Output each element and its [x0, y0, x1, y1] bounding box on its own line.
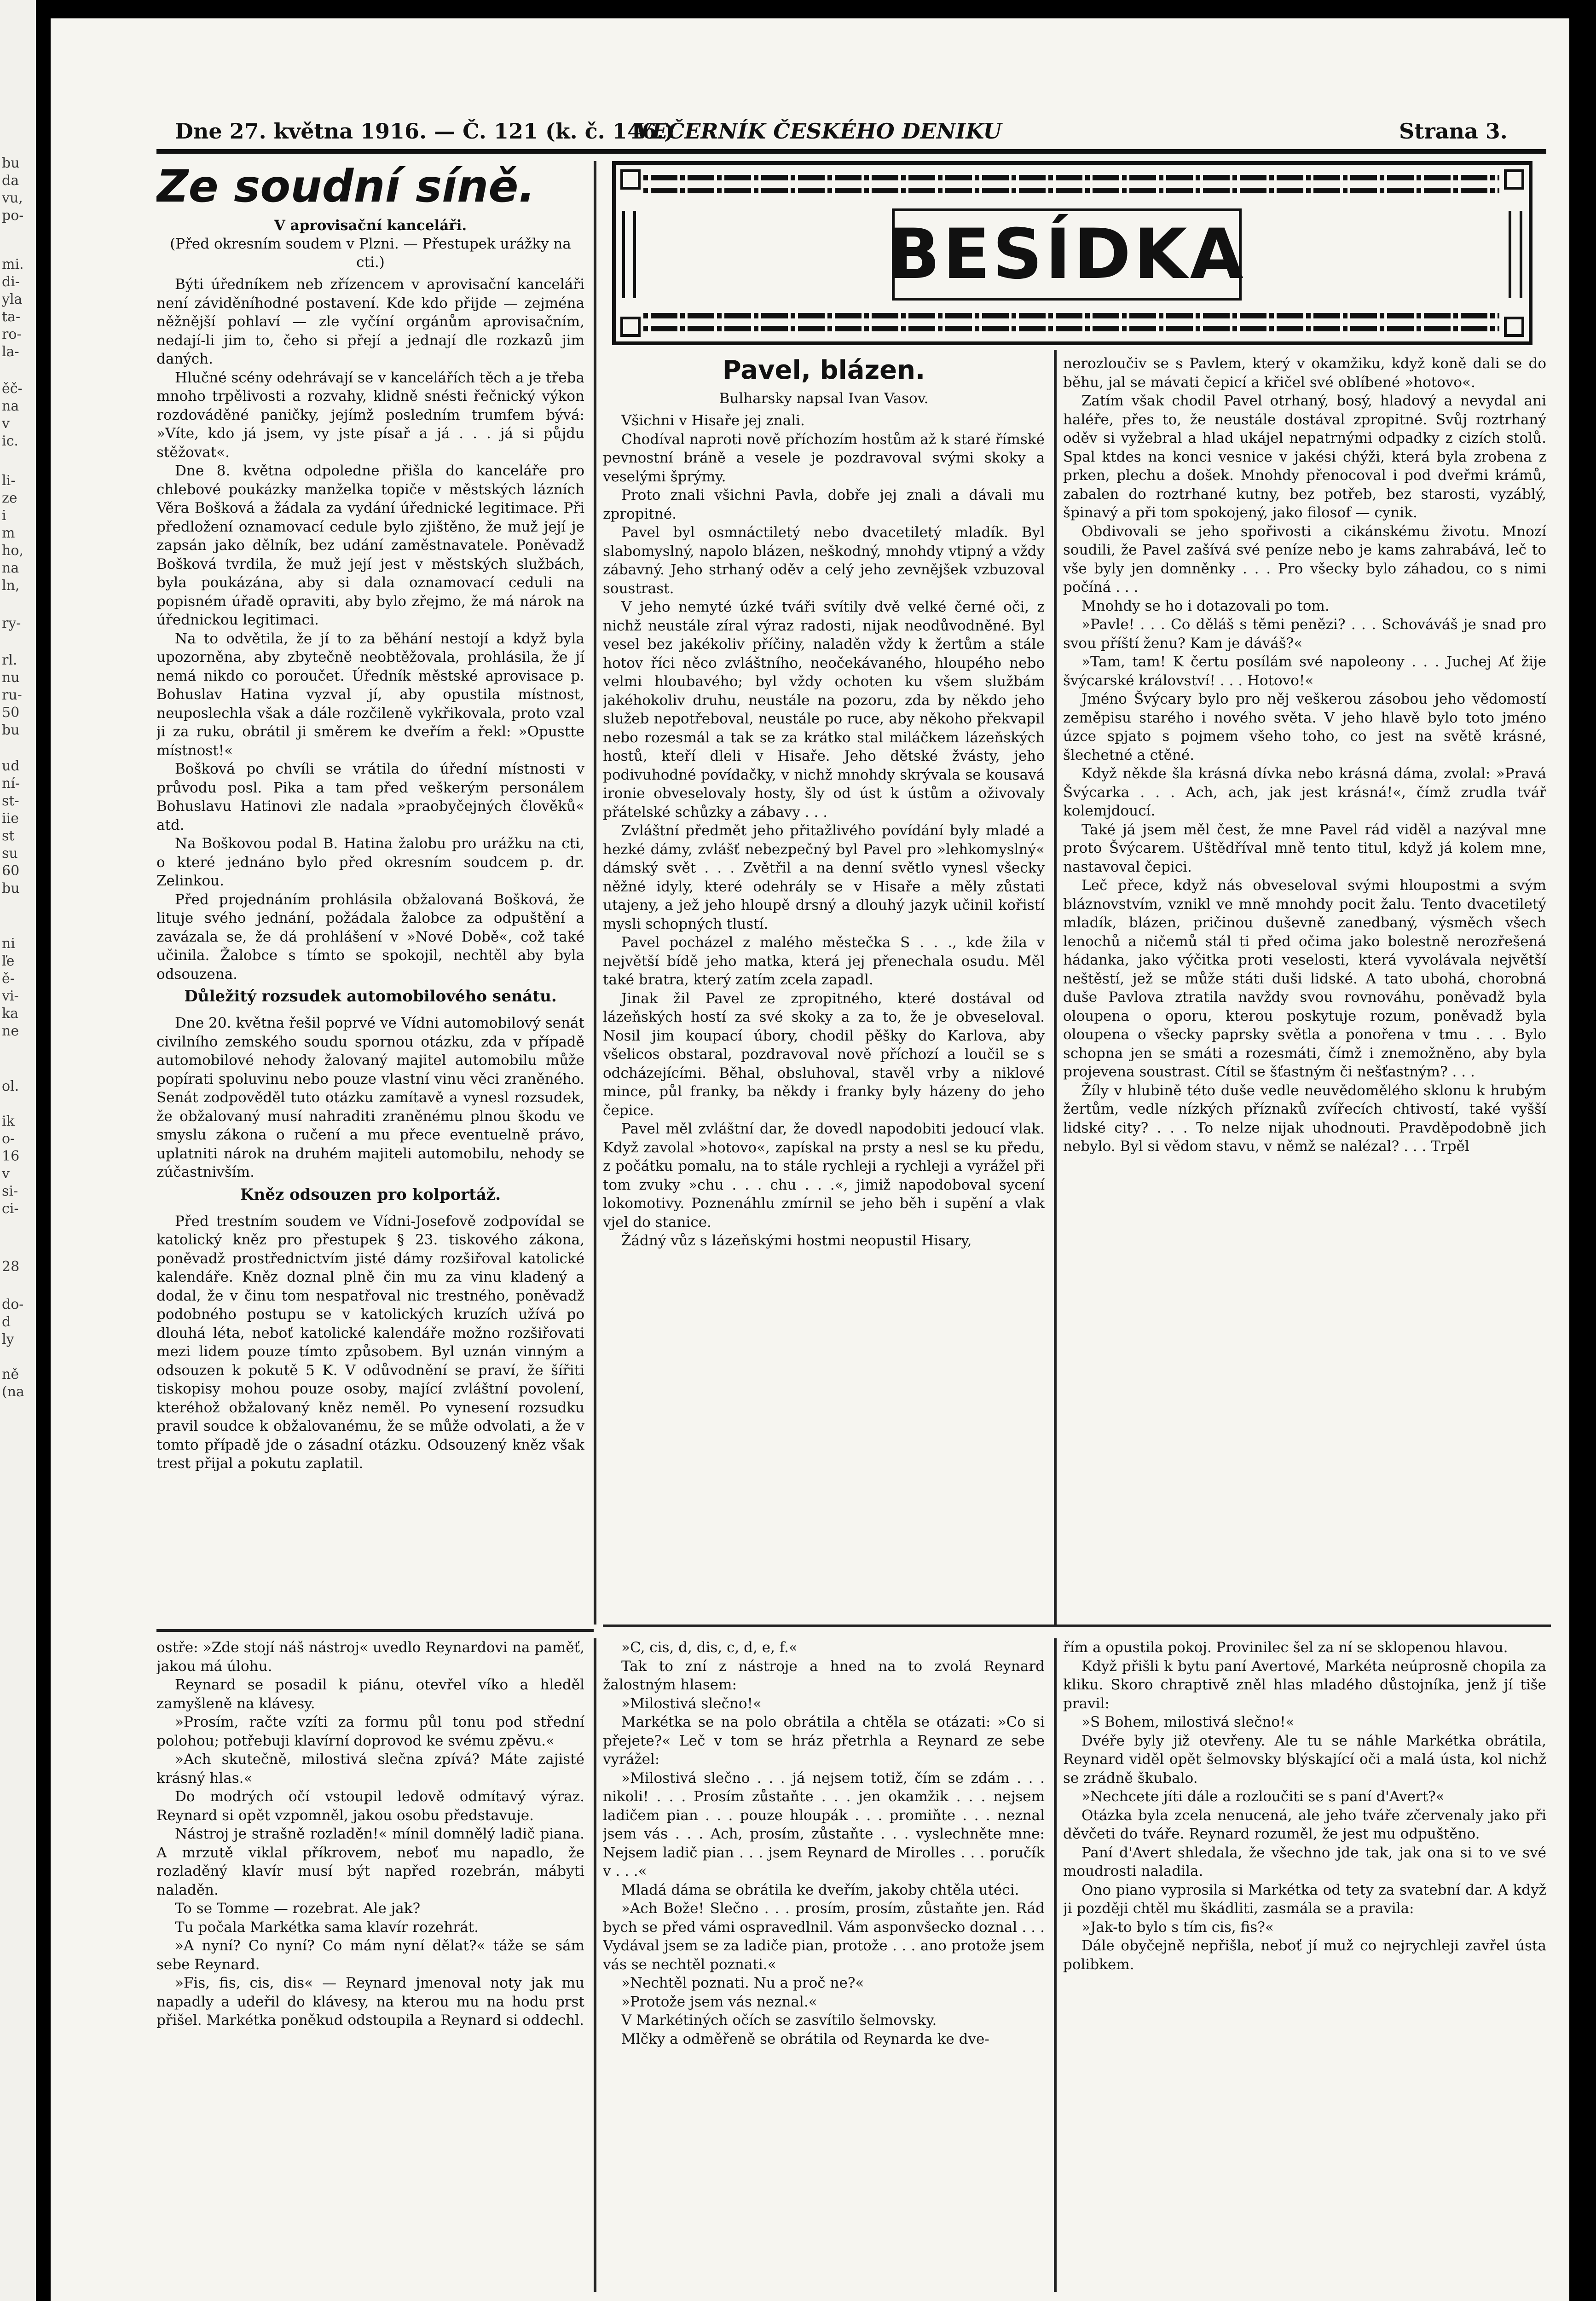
story-end-rule [603, 1625, 1551, 1627]
court-end-rule [156, 1629, 594, 1632]
paragraph: Všichni v Hisaře jej znali. [621, 412, 805, 429]
paragraph: Chodíval naproti nově příchozím hostům až k staré římské pevnostní bráně a vesele je pozdravoval svými skoky a veselými šprýmy. [603, 431, 1045, 485]
paragraph: Pavel pocházel z malého městečka S . . ., kde žila v největší bídě jeho matka, která jej přenechala osudu. Měl také bratra, který zatím zcela zapadl. [603, 934, 1045, 988]
story-title: Pavel, blázen. [722, 355, 925, 385]
paragraph: »Jak-to bylo s tím cis, fis?« [1081, 1919, 1274, 1936]
paragraph: Žíly v hlubině této duše vedle neuvědomělého sklonu k hrubým žertům, vedle nízkých příznaků zvířecích chtivostí, také vyšší lidské city? . . . To nelze nijak uhodnouti. Pravděpodobně jich nebylo. Byl si vědom stavu, v němž se nalézal? . . . Trpěl [1063, 1082, 1546, 1155]
paragraph: »C, cis, d, dis, c, d, e, f.« [621, 1639, 798, 1656]
edge-fragment: si- [2, 1183, 18, 1199]
edge-fragment: ho, [2, 543, 23, 559]
edge-fragment: ni [2, 936, 15, 952]
paragraph: Dne 20. května řešil poprvé ve Vídni automobilový senát civilního zemského soudu spornou otázku, zda v případě automobilové nehody žalovaný majitel automobilu může popírati spoluvinu nebo pouze vlastní vinu věci zraněného. Senát zodpověděl tuto otázku zamítavě a vynesl rozsudek, že obžalovaný musí nahraditi zraněnému plnou škodu ve smyslu zákona o ručení a mu přece eventuelně právo, uplatniti nárok na druhém majiteli automobilu, nehody se zúčastnivším. [156, 1015, 584, 1180]
edge-fragment: bu [2, 155, 20, 171]
edge-fragment: v [2, 416, 10, 432]
paragraph: řím a opustila pokoj. Provinilec šel za ní se sklopenou hlavou. [1063, 1639, 1508, 1656]
paragraph: Markétka se na polo obrátila a chtěla se otázati: »Co si přejete?« Leč v tom se hráz přetrhla a Reynard ze sebe vyrážel: [603, 1714, 1045, 1768]
paragraph: Paní d'Avert shledala, že všechno jde tak, jak ona si to ve své moudrosti naladila. [1063, 1844, 1546, 1879]
paragraph: Když někde šla krásná dívka nebo krásná dáma, zvolal: »Pravá Švýcarka . . . Ach, ach, jak jest krásná!«, čímž zrudla tvář kolemjdoucí. [1063, 765, 1546, 819]
edge-fragment: do- [2, 1296, 24, 1312]
paragraph: Nástroj je strašně rozladěn!« mínil domnělý ladič piana. A mrzutě viklal příkrovem, neboť mu napadlo, že rozladěný klavír musí být napřed rozebrán, mábyti naladěn. [156, 1826, 584, 1898]
article-title: V aprovisační kanceláři. [274, 217, 467, 234]
paragraph: Mnohdy se ho i dotazovali po tom. [1081, 597, 1330, 614]
edge-fragment: vi- [2, 988, 19, 1004]
corner-ornament [1504, 169, 1524, 190]
paragraph: V jeho nemyté úzké tváři svítily dvě velké černé oči, z nichž neustále zíral výraz radosti, nijak neodůvodněné. Byl vesel bez jakékoliv příčiny, naladěn vždy k žertům a stále hotov říci něco zvláštního, neočekávaného, hloupého nebo velmi hloubavého; byl vždy ochoten ku všem službám jakéhokoliv druhu, neustále na pozoru, zda by někdo jeho služeb nepotřeboval, neustále po ruce, aby někoho překvapil nebo rozesmál a tak se za krátko stal miláčkem lázeňských hostů, kteří dleli v Hisaře. Jeho dětské žvásty, jeho podivuhodné povídačky, v nichž mnohdy skrývala se kousavá ironie obveselovaly hosty, šly od úst k ústům a oživovaly přátelské schůzky a zábavy . . . [603, 599, 1045, 821]
paragraph: Tu počala Markétka sama klavír rozehrát. [175, 1919, 479, 1936]
paragraph: »Pavle! . . . Co děláš s těmi penězi? . . . Schováváš je snad pro svou příští ženu? Kam je dáváš?« [1063, 616, 1546, 652]
story-column-continued [1063, 354, 1546, 1620]
edge-fragment: ci- [2, 1201, 19, 1217]
paragraph: »Ach Bože! Slečno . . . prosím, prosím, zůstaňte jen. Rád bych se před vámi ospravedlnil. Vám asponvšecko doznal . . . Vydával jsem se za ladiče pian, protože . . . ano protože jsem vás se nechtěl poznati.« [603, 1900, 1045, 1973]
edge-fragment: ně [2, 1366, 19, 1382]
paragraph: Pavel měl zvláštní dar, že dovedl napodobiti jedoucí vlak. Když zavolal »hotovo«, zapískal na prsty a nesl se ku předu, z počátku pomalu, na to stále rychleji a rychleji a vyrážel při tom zvuky »chu . . . chu . . .«, jimiž napodoboval sycení lokomotivy. Poznenáhlu zmírnil se jeho běh i supění a vlak vjel do stanice. [603, 1121, 1045, 1231]
paragraph: »Protože jsem vás neznal.« [621, 1993, 817, 2010]
paragraph: »A nyní? Co nyní? Co mám nyní dělat?« táže se sám sebe Reynard. [156, 1937, 584, 1973]
paragraph: »Tam, tam! K čertu posílám své napoleony . . . Juchej Ať žije švýcarské království! . . . Hotovo!« [1063, 653, 1546, 689]
story-author: Bulharsky napsal Ivan Vasov. [719, 390, 929, 407]
banner-ornament [643, 175, 1499, 193]
column-rule [1054, 350, 1057, 1625]
column-rule [1054, 1638, 1057, 2292]
edge-fragment: v [2, 1166, 10, 1182]
edge-fragment: 28 [2, 1259, 20, 1275]
edge-fragment: na [2, 560, 19, 576]
paragraph: Před projednáním prohlásila obžalovaná Bošková, že lituje svého jednání, požádala žalobce za odpuštění a zavázala se, že dá prohlášení v »Nové Době«, což také učinila. Žalobce s tímto se spokojil, nechtěl aby byla odsouzena. [156, 891, 584, 983]
paragraph: nerozloučiv se s Pavlem, který v okamžiku, když koně dali se do běhu, jal se mávati čepicí a křičel své oblíbené »hotovo«. [1063, 355, 1546, 391]
paragraph: Obdivovali se jeho spořivosti a cikánskému životu. Mnozí soudili, že Pavel zašívá své peníze nebo je kams zahrabává, leč to vše byly jen domněnky . . . Pro všecky bylo záhadou, co s nimi počíná . . . [1063, 523, 1546, 595]
paragraph: Pavel byl osmnáctiletý nebo dvacetiletý mladík. Byl slabomyslný, napolo blázen, neškodný, mnohdy vtipný a vždy zábavný. Jeho strhaný oděv a celý jeho zevnějšek vzbuzoval soustrast. [603, 524, 1045, 597]
banner-side-ornament [1509, 211, 1522, 298]
paragraph: Tak to zní z nástroje a hned na to zvolá Reynard žalostným hlasem: [603, 1658, 1045, 1693]
edge-fragment: 16 [2, 1148, 20, 1164]
paragraph: Hlučné scény odehrávají se v kancelářích těch a je třeba mnoho trpělivosti a rozvahy, klidně snésti řečnický výkon rozdováděné paničky, jejímž posledním trumfem bývá: »Víte, kdo já jsem, vy jste písař a já . . . já si půjdu stěžovat«. [156, 369, 584, 461]
paragraph: »Milostivá slečno . . . já nejsem totiž, čím se zdám . . . nikoli! . . . Prosím zůstaňte . . . jen okamžik . . . nejsem ladičem pian . . . pouze hloupák . . . promiňte . . . neznal jsem vás . . . Ach, prosím, zůstaňte . . . vyslechněte mne: Nejsem ladič pian . . . jsem Reynard de Mirolles . . . poručík v . . .« [603, 1769, 1045, 1879]
paragraph: Před trestním soudem ve Vídni-Josefově zodpovídal se katolický kněz pro přestupek § 23. tiskového zákona, poněvadž prostřednictvím jisté dámy rozšiřoval katolické kalendáře. Kněz doznal plně čin mu za vinu kladený a dodal, že v činu tom nespatřoval nic trestného, poněvadž podobného postupu se v katolických kruzích užívá po dlouhá léta, neboť katolické kalendáře možno rozšiřovati mezi lidem pouze tímto způsobem. Byl uznán vinným a odsouzen k pokutě 5 K. V odůvodnění se praví, že šířiti tiskopisy mohou pouze osoby, mající zvláštní povolení, kteréhož obžalovaný kněz neměl. Po vynesení rozsudku pravil soudce k obžalovanému, že se může odvolati, a že v tomto případě jde o zásadní otázku. Odsouzený kněz však trest přijal a pokutu zaplatil. [156, 1213, 584, 1472]
paragraph: Také já jsem měl čest, že mne Pavel rád viděl a nazýval mne proto Švýcarem. Uštědříval mně tento titul, když já kolem mne, nastavoval čepici. [1063, 821, 1546, 875]
paragraph: Žádný vůz s lázeňskými hostmi neopustil Hisary, [621, 1232, 972, 1249]
paragraph: To se Tomme — rozebrat. Ale jak? [175, 1900, 421, 1917]
paragraph: Proto znali všichni Pavla, dobře jej znali a dávali mu zpropitné. [603, 487, 1045, 522]
edge-fragment: da [2, 173, 19, 189]
edge-fragment: ze [2, 490, 17, 506]
edge-fragment: ní- [2, 775, 20, 792]
edge-fragment: su [2, 845, 18, 861]
edge-fragment: ěč- [2, 381, 23, 397]
newspaper-page [51, 18, 1569, 2301]
edge-fragment: ic. [2, 433, 18, 449]
paragraph: Zvláštní předmět jeho přitažlivého povídání byly mladé a hezké dámy, zvlášť nebezpečný byl Pavel pro »lehkomyslný« dámský svět . . . Zvětřil a na denní světlo vynesl všecky něžné idyly, které odehrály se v Hisaře a měly zůstati utajeny, a jež jeho hloupě drsný a dlouhý jazyk učinil kořistí mysli schopných tlustí. [603, 822, 1045, 932]
column-rule [594, 161, 596, 1625]
paragraph: »Nechtěl poznati. Nu a proč ne?« [621, 1975, 864, 1991]
edge-fragment: 60 [2, 863, 20, 879]
edge-fragment: nu [2, 670, 20, 686]
adjacent-page-edge [0, 0, 36, 2301]
paragraph: Býti úředníkem neb zřízencem v aprovisační kanceláři není záviděníhodné postavení. Kde kdo přijde — zejména něžnější pohlaví — zle vyčíní orgánům aprovisačním, nedají-li jim to, čeho si přejí a jednají dle rozkazů jim daných. [156, 276, 584, 367]
edge-fragment: ľe [2, 953, 15, 969]
paragraph: Mladá dáma se obrátila ke dveřím, jakoby chtěla utéci. [621, 1881, 1019, 1898]
paragraph: »Prosím, račte vzíti za formu půl tonu pod střední polohou; potřebuji klavírní doprovod ke svému zpěvu.« [156, 1714, 584, 1749]
banner-ornament [643, 313, 1499, 331]
corner-ornament [1504, 317, 1524, 337]
edge-fragment: ka [2, 1006, 19, 1022]
edge-fragment: i [2, 508, 6, 524]
edge-fragment: st [2, 828, 15, 844]
edge-fragment: (na [2, 1384, 24, 1400]
edge-fragment: iie [2, 810, 19, 827]
article-title: Důležitý rozsudek automobilového senátu. [184, 987, 557, 1006]
corner-ornament [620, 317, 641, 337]
edge-fragment: ol. [2, 1078, 19, 1094]
paragraph: ostře: »Zde stojí náš nástroj« uvedlo Reynardovi na paměť, jakou má úlohu. [156, 1639, 584, 1675]
paragraph: Dále obyčejně nepřišla, neboť jí muž co nejrychleji zavřel ústa polibkem. [1063, 1937, 1546, 1973]
edge-fragment: ry- [2, 615, 21, 631]
banner-side-ornament [622, 211, 636, 298]
paragraph: »Nechcete jíti dále a rozloučiti se s paní d'Avert?« [1081, 1788, 1445, 1805]
paragraph: Otázka byla zcela nenucená, ale jeho tváře zčervenaly jako při děvčeti do tváře. Reynard rozuměl, že jest mu odpuštěno. [1063, 1807, 1546, 1842]
feuilleton-column-1 [156, 1638, 584, 2292]
edge-fragment: ly [2, 1331, 14, 1347]
court-section-title: Ze soudní síně. [156, 161, 535, 212]
paragraph: Na Boškovou podal B. Hatina žalobu pro urážku na cti, o které jednáno bylo před okresním soudcem p. dr. Zelinkou. [156, 835, 584, 889]
edge-fragment: bu [2, 722, 20, 738]
edge-fragment: ru- [2, 687, 22, 703]
feuilleton-column-3 [1063, 1638, 1546, 2292]
paragraph: Bošková po chvíli se vrátila do úřední místnosti v průvodu posl. Pika a tam před veškerým personálem Bohuslavu Hatinovi zle nadala »praobyčejných člověků« atd. [156, 761, 584, 833]
corner-ornament [620, 169, 641, 190]
paragraph: Dvéře byly již otevřeny. Ale tu se náhle Markétka obrátila, Reynard viděl opět šelmovsky blýskající oči a malá ústa, kol nichž se zrádně škubalo. [1063, 1732, 1546, 1786]
edge-fragment: rl. [2, 652, 17, 668]
edge-fragment: li- [2, 473, 16, 489]
edge-fragment: m [2, 525, 15, 541]
masthead: VEČERNÍK ČESKÉHO DENIKU [635, 119, 1002, 144]
paragraph: Když přišli k bytu paní Avertové, Markéta neúprosně chopila za kliku. Skoro chraptivě zněl hlas mladého důstojníka, jenž jí tiše pravil: [1063, 1658, 1546, 1712]
paragraph: Jinak žil Pavel ze zpropitného, které dostával od lázeňských hostí za své skoky a za to, že je obveseloval. Nosil jim koupací úbory, chodil pěšky do Karlova, aby všelicos obstaral, pozdravoval nově příchozí a loučil se s odcházejícími. Běhal, obsluhoval, stavěl vrby a niklové mince, půl franky, ba někdy i franky byly házeny do jeho čepice. [603, 990, 1045, 1119]
edge-fragment: ro- [2, 326, 22, 342]
edge-fragment: mi. [2, 256, 24, 272]
paragraph: Ono piano vyprosila si Markétka od tety za svatební dar. A když ji později chtěl mu škádliti, zasmála se a pravila: [1063, 1881, 1546, 1917]
edge-fragment: na [2, 398, 19, 414]
edge-fragment: d [2, 1314, 11, 1330]
paragraph: Dne 8. května odpoledne přišla do kanceláře pro chlebové poukázky manželka topiče v městských lázních Věra Bošková a žádala za vydání úřednické legitimace. Při předložení oznamovací cedule bylo zjištěno, že muž její je zapsán jako dělník, bez udání zaměstnavatele. Poněvadž Bošková tvrdila, že muž její jest v městských službách, byla poukázána, aby si dala oznamovací ceduli na popisném úřadě opraviti, aby bylo zřejmo, že má nárok na úřednickou legitimaci. [156, 463, 584, 628]
edge-fragment: ě- [2, 971, 15, 987]
article-title: Kněz odsouzen pro kolportáž. [240, 1185, 501, 1204]
edge-fragment: st- [2, 793, 19, 809]
edge-fragment: ta- [2, 309, 21, 325]
edge-fragment: ne [2, 1023, 19, 1039]
column-rule [594, 1638, 596, 2292]
paragraph: Jméno Švýcary bylo pro něj veškerou zásobou jeho vědomostí zeměpisu starého i nového světa. V jeho hlavě bylo toto jméno úzce spjato s pojmem všeho toho, co jest na světě krásné, šlechetné a ctěné. [1063, 691, 1546, 763]
section-title: BESÍDKA [892, 208, 1242, 301]
paragraph: Reynard se posadil k piánu, otevřel víko a hleděl zamyšleně na klávesy. [156, 1677, 584, 1712]
paragraph: »S Bohem, milostivá slečno!« [1081, 1714, 1295, 1730]
paragraph: Na to odvětila, že jí to za běhání nestojí a když byla upozorněna, aby zbytečně neobtěžovala, prohlásila, že jí nemá nikdo co poroučet. Úředník městské aprovisace p. Bohuslav Hatina vyzval jí, aby opustila místnost, neuposlechla však a dále rozčileně vykřikovala, proto vzal ji za ruku, obrátil ji směrem ke dveřím a řekl: »Opustte místnost!« [156, 630, 584, 759]
edge-fragment: yla [2, 291, 23, 307]
paragraph: Mlčky a odměřeně se obrátila od Reynarda ke dve- [621, 2030, 989, 2047]
feuilleton-column-2 [603, 1638, 1045, 2292]
edge-fragment: la- [2, 344, 19, 360]
edge-fragment: bu [2, 880, 20, 896]
edge-fragment: ik [2, 1113, 15, 1129]
paragraph: Zatím však chodil Pavel otrhaný, bosý, hladový a nevydal ani haléře, přes to, že neustále dostával zpropitné. Svůj roztrhaný oděv si vyžebral a hlad ukájel nepatrnými odpadky z cizích stolů. Spal ktdes na konci vesnice v jakési chýži, která byla zrobena z prken, plechu a došek. Mnohdy přenocoval i pod dveřmi krámů, zabalen do roztrhané kutny, bez potřeb, bez starosti, vyzáblý, špinavý a při tom spokojený, jako filosof — cynik. [1063, 393, 1546, 521]
edge-fragment: po- [2, 208, 24, 224]
edge-fragment: o- [2, 1131, 15, 1147]
page-header [51, 18, 1569, 166]
edge-fragment: ln, [2, 578, 20, 594]
paragraph: Do modrých očí vstoupil ledově odmítavý výraz. Reynard si opět vzpomněl, jakou osobu představuje. [156, 1788, 584, 1824]
paragraph: »Milostivá slečno!« [621, 1695, 762, 1712]
paragraph: »Fis, fis, cis, dis« — Reynard jmenoval noty jak mu napadly a udeřil do klávesy, na kterou mu na hodu prst přišel. Markétka poněkud odstoupila a Reynard si oddechl. [156, 1975, 584, 2029]
edge-fragment: ud [2, 758, 20, 774]
page-number: Strana 3. [1399, 119, 1508, 144]
paragraph: Leč přece, když nás obveseloval svými hloupostmi a svým bláznovstvím, vznikl ve mně mnohdy pocit žalu. Tento dvacetiletý mladík, blázen, pričinou duševně zanedbaný, výsměch všech lenochů a ničemů stál ti před očima jako bolestně nerozřešená hádanka, jako výčitka proti veselosti, která vyvolávala největší neštěstí, jež se může státi duši lidské. A tato ubohá, chorobná duše Pavlova ztratila navždy svou rovnováhu, poněvadž byla oloupena o oporu, kterou poskytuje rozum, poněvadž byla oloupena o všecky paprsky světla a ponořena v tmu . . . Bylo schopna jen se smáti a rozesmáti, čímž i znemožněno, aby byla projevena soustrast. Cítil se šťastným či nešťastným? . . . [1063, 877, 1546, 1080]
article-subtitle: (Před okresním soudem v Plzni. — Přestupek urážky na cti.) [170, 236, 571, 271]
edge-fragment: 50 [2, 705, 20, 721]
paragraph: V Markétiných očích se zasvítilo šelmovsky. [621, 2012, 937, 2029]
issue-date: Dne 27. května 1916. — Č. 121 (k. č. 146.) [175, 119, 674, 144]
paragraph: »Ach skutečně, milostivá slečna zpívá? Máte zajisté krásný hlas.« [156, 1751, 584, 1786]
edge-fragment: vu, [2, 190, 23, 206]
besidka-banner [612, 161, 1532, 345]
header-rule [156, 149, 1546, 154]
court-column [156, 161, 584, 1625]
story-column [603, 354, 1045, 1620]
edge-fragment: di- [2, 274, 20, 290]
